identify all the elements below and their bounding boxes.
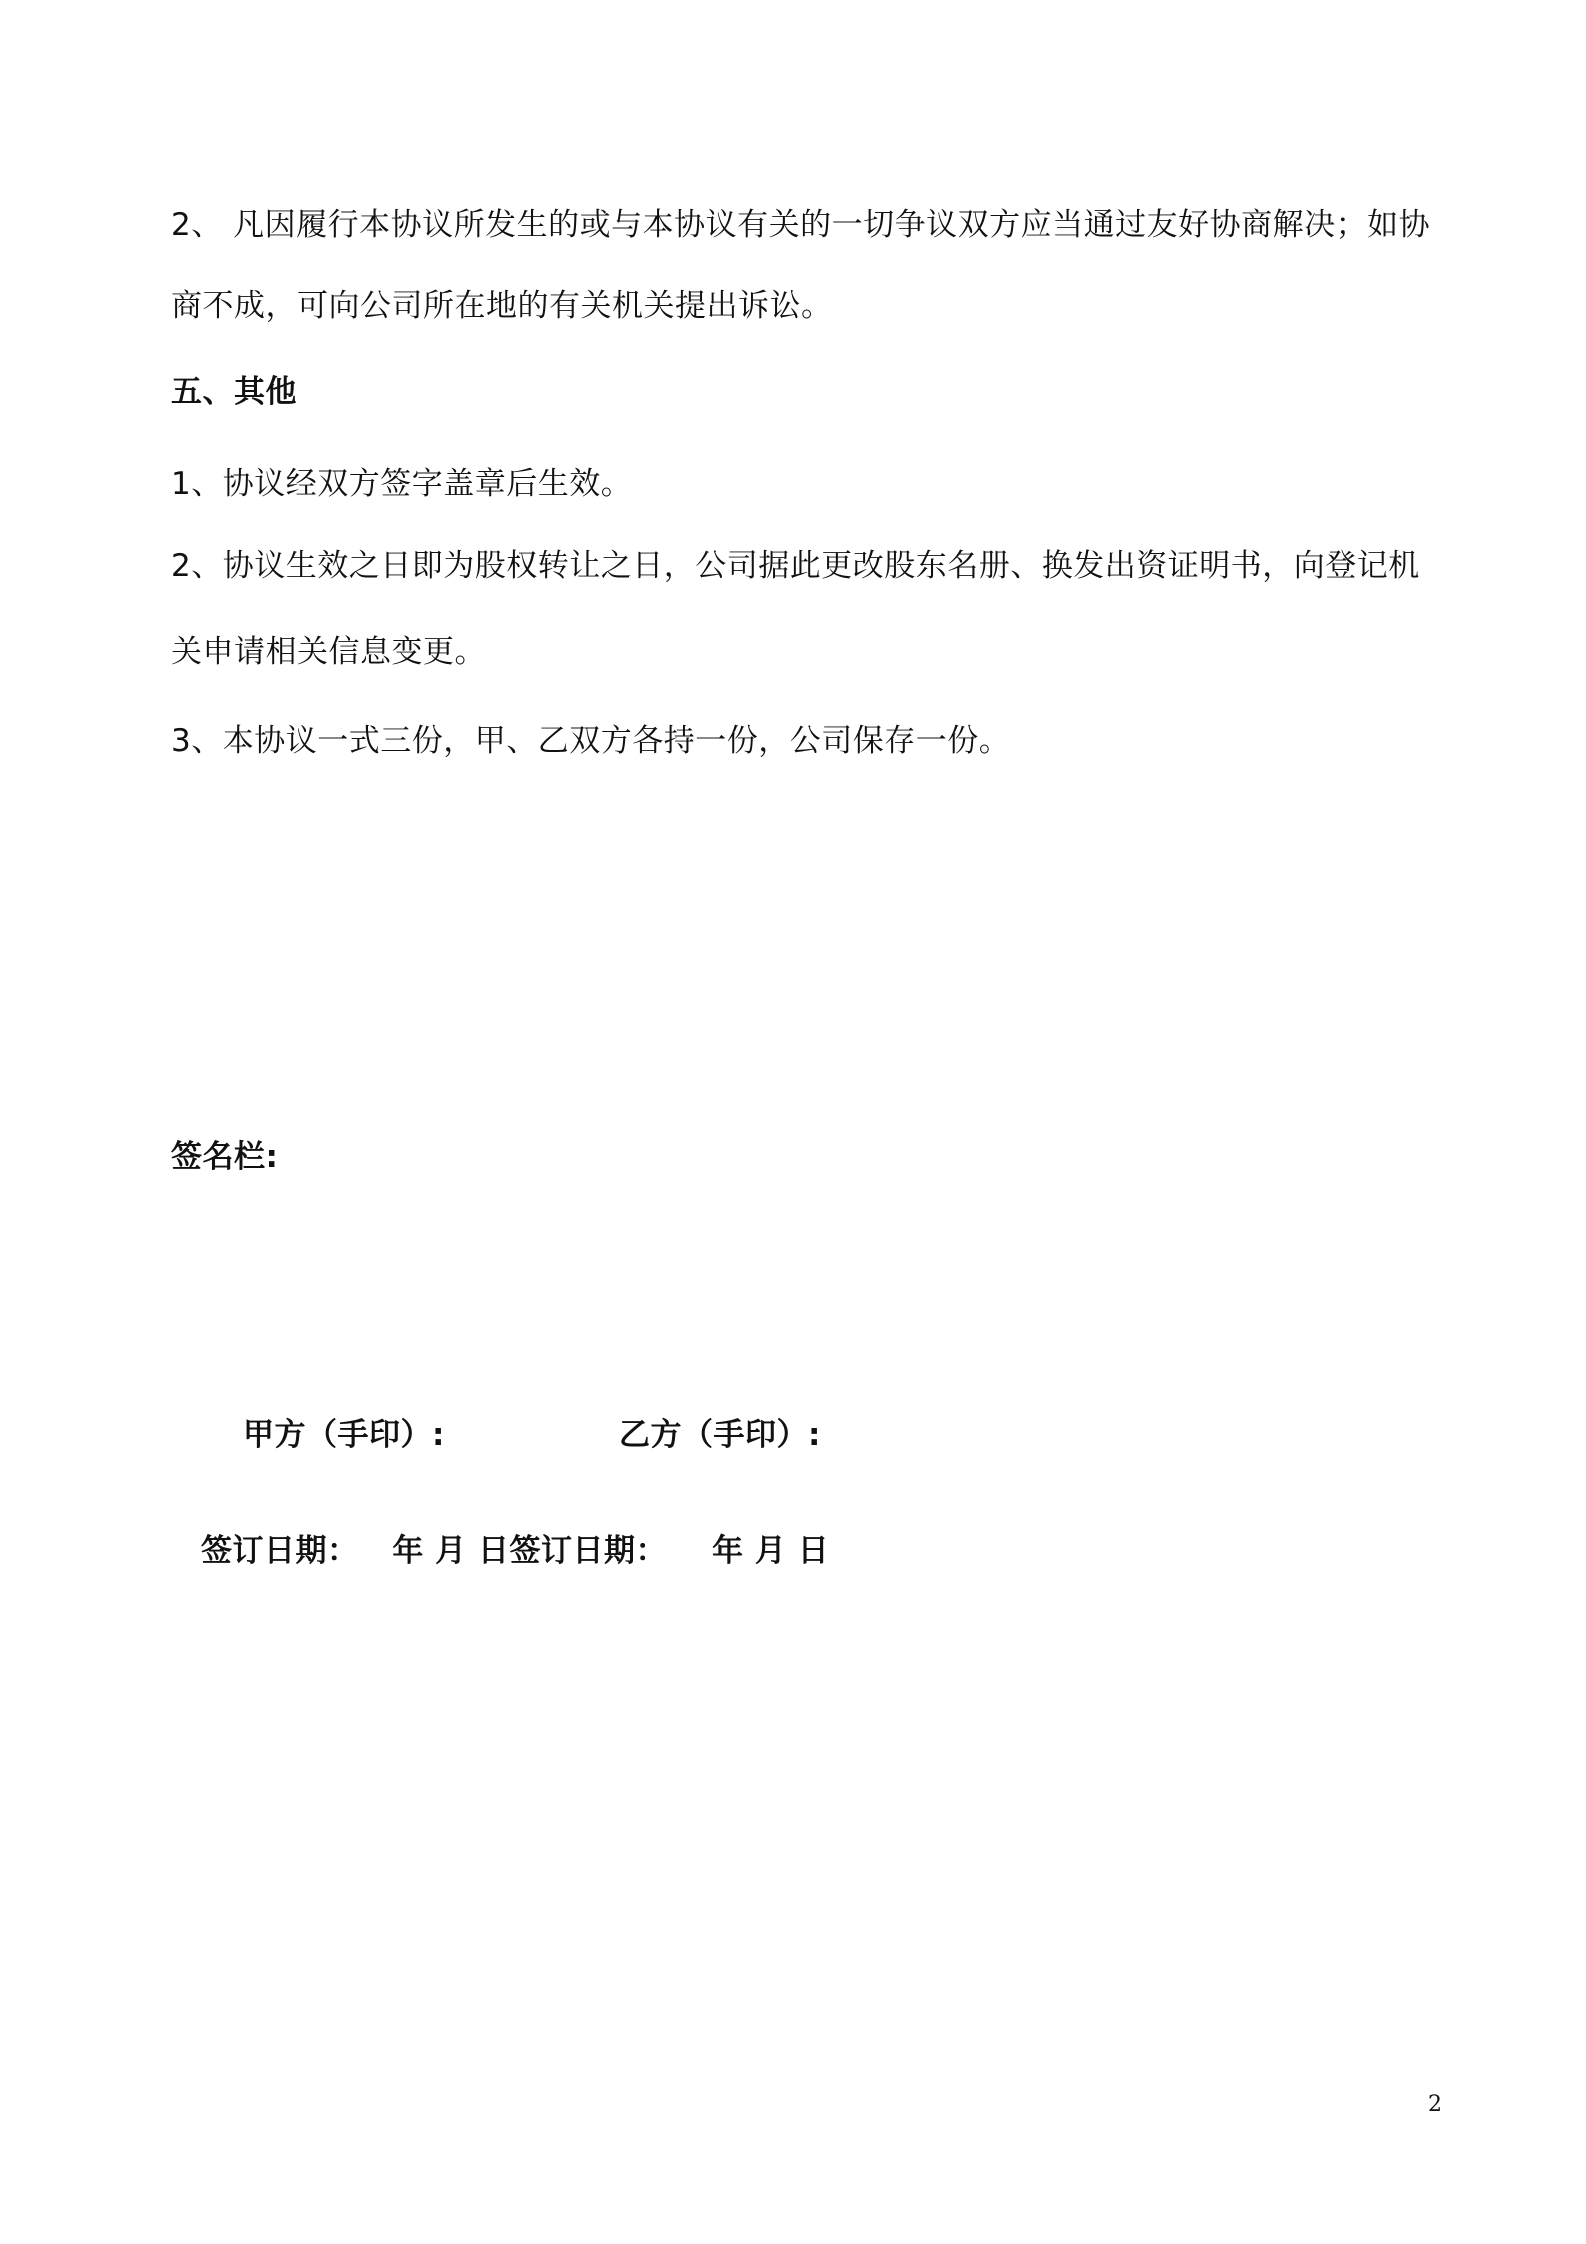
section-5-item-3: 3、本协议一式三份，甲、乙双方各持一份，公司保存一份。 — [171, 723, 1011, 759]
section-5-item-1: 1、协议经双方签字盖章后生效。 — [171, 466, 633, 502]
signature-heading: 签名栏: — [171, 1139, 279, 1175]
section-5-heading: 五、其他 — [171, 374, 297, 410]
signing-date-line: 签订日期： 年 月 日签订日期： 年 月 日 — [201, 1533, 830, 1569]
clause-4-2-line-1: 2、 凡因履行本协议所发生的或与本协议有关的一切争议双方应当通过友好协商解决；如协 — [171, 207, 1431, 243]
party-b-signature-label: 乙方（手印）: — [619, 1417, 821, 1453]
party-a-signature-label: 甲方（手印）: — [243, 1417, 445, 1453]
page-number: 2 — [1428, 2092, 1442, 2117]
section-5-item-2-line-1: 2、协议生效之日即为股权转让之日，公司据此更改股东名册、换发出资证明书，向登记机 — [171, 548, 1420, 584]
section-5-item-2-line-2: 关申请相关信息变更。 — [171, 634, 486, 670]
clause-4-2-line-2: 商不成，可向公司所在地的有关机关提出诉讼。 — [171, 288, 833, 324]
